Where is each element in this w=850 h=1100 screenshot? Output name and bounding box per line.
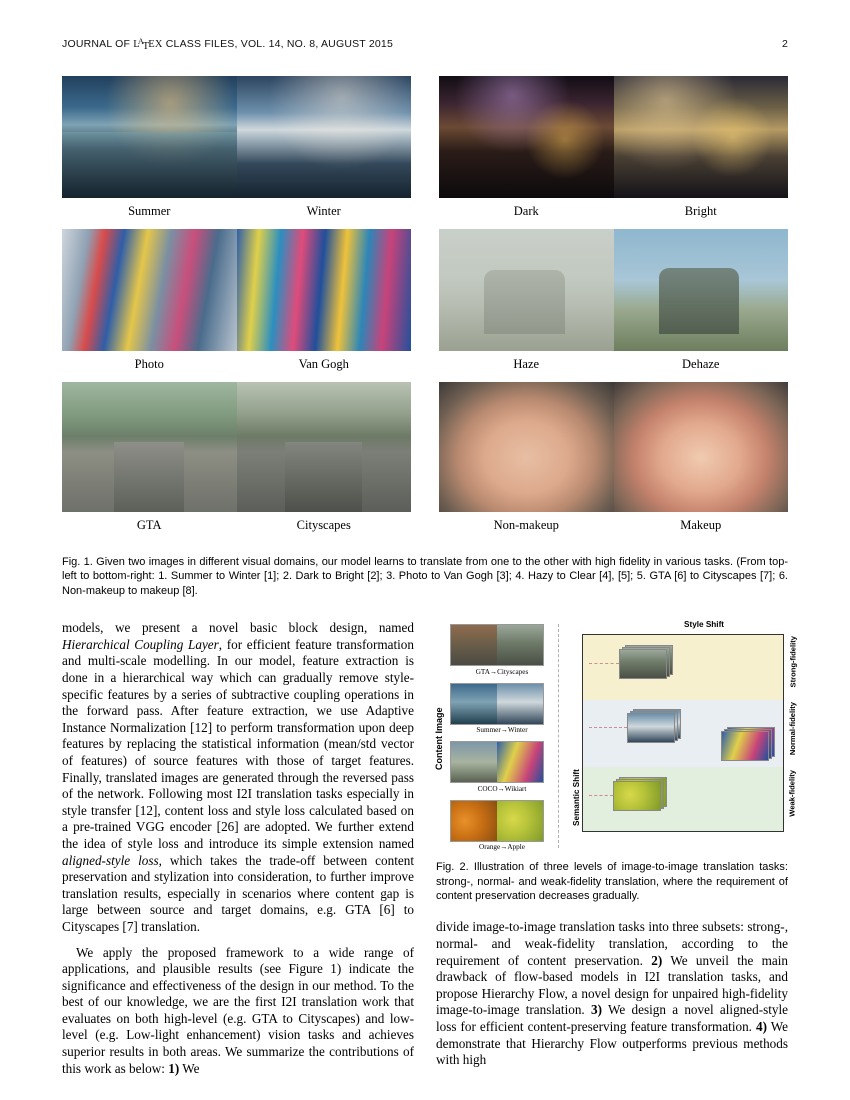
figure-2-diagram <box>434 620 797 852</box>
thumb-label-orange-apple: Orange→Apple <box>479 843 525 852</box>
zone-strong-fidelity <box>583 635 783 700</box>
image-pair-nonmakeup-makeup <box>439 382 788 543</box>
content-image-axis-label: Content Image <box>434 707 444 771</box>
image-non-makeup <box>439 382 614 512</box>
latex-l: L <box>133 39 140 50</box>
para-text-a: models, we present a novel basic block design, named <box>62 620 414 636</box>
para-text-e: We <box>179 1060 200 1076</box>
left-column <box>62 620 414 1077</box>
label-van-gogh: Van Gogh <box>298 357 349 371</box>
para-text-b: , for efficient feature transformation and multi-scale modelling. In our model, feature extraction is done in a hierarchical way which can gradually remove style-specific features by a series of subtractive coupling operations in the forward pass. After feature extraction, we use Adaptive Instance Normalization [12] to perform transformation upon deep features by replacing the statistical information (mean/std vector of features) of source features with those of target features. Finally, translated images are generated through the reversed pass of the network. Following most I2I translation tasks especially in style transfer [12], content loss and style loss calculated based on a pre-trained VGG encoder [26] are adopted. We further extend the idea of style loss and introduce its simple extension named <box>62 636 414 851</box>
thumb-orange <box>451 801 497 841</box>
thumb-label-coco-wikiart: COCO→Wikiart <box>477 784 527 793</box>
latex-ex: EX <box>148 39 163 50</box>
figure1-row-1 <box>62 76 788 229</box>
latex-logo <box>133 39 162 50</box>
label-dehaze: Dehaze <box>682 357 720 371</box>
image-pair-dark-bright <box>439 76 788 229</box>
figure1-row-3 <box>62 382 788 543</box>
figure-2-thumbnail-column <box>436 624 554 858</box>
label-haze: Haze <box>513 357 540 371</box>
label-non-makeup: Non-makeup <box>493 518 559 532</box>
thumb-wikiart <box>497 742 543 782</box>
connector-normal <box>589 727 627 728</box>
stack-wikiart <box>721 727 773 759</box>
connector-strong <box>589 663 619 664</box>
thumb-label-gta-cityscapes: GTA→Cityscapes <box>475 667 529 676</box>
latex-a: A <box>137 37 145 46</box>
figure-2-caption: Fig. 2. Illustration of three levels of image-to-image translation tasks: strong-, normal- and weak-fidelity translation, where the requirement of content preservation decreases gradually. <box>436 861 788 903</box>
para-italic-aligned-style-loss: aligned-style loss <box>62 852 159 868</box>
image-gta <box>62 382 237 512</box>
para-text-h: We design a novel aligned-style loss for efficient content-preserving feature transformation. <box>436 1002 789 1034</box>
right-column <box>434 620 797 1077</box>
image-haze <box>439 229 614 351</box>
divider-dashed <box>558 624 559 848</box>
label-makeup: Makeup <box>680 518 722 532</box>
thumb-apple <box>497 801 543 841</box>
label-dark: Dark <box>513 204 539 218</box>
para-italic-hierarchical-coupling-layer: Hierarchical Coupling Layer <box>62 636 219 652</box>
image-photo <box>62 229 237 351</box>
label-photo: Photo <box>134 357 164 371</box>
para-text-i: We demonstrate that Hierarchy Flow outperforms previous methods with high <box>436 1019 788 1068</box>
body-columns <box>62 620 797 1077</box>
contribution-marker-1: 1) <box>168 1060 180 1076</box>
paragraph-hierarchical <box>62 620 414 935</box>
label-weak-fidelity: Weak-fidelity <box>788 770 797 817</box>
image-winter <box>237 76 412 198</box>
stack-strong-fidelity <box>619 645 671 677</box>
image-cityscapes <box>237 382 412 512</box>
para-text-f: divide image-to-image translation tasks into three subsets: strong-, normal- and weak-fidelity translation, according to the requirement of content preservation. <box>436 919 788 968</box>
thumb-winter <box>497 684 543 724</box>
figure-2 <box>434 620 797 903</box>
image-dark <box>439 76 614 198</box>
thumb-cityscapes <box>497 625 543 665</box>
label-winter: Winter <box>306 204 341 218</box>
figure-1 <box>62 76 788 598</box>
label-cityscapes: Cityscapes <box>296 518 351 532</box>
thumb-summer <box>451 684 497 724</box>
image-pair-summer-winter <box>62 76 411 229</box>
image-pair-photo-vangogh <box>62 229 411 382</box>
figure-2-axes <box>582 634 784 832</box>
page-header <box>62 38 788 50</box>
image-bright <box>614 76 789 198</box>
contribution-marker-3: 3) <box>590 1002 602 1018</box>
journal-line <box>62 38 393 50</box>
label-summer: Summer <box>128 204 171 218</box>
contribution-marker-2: 2) <box>651 952 663 968</box>
thumb-gta <box>451 625 497 665</box>
thumbnail-orange-apple <box>450 800 554 852</box>
stack-normal-fidelity <box>627 709 679 741</box>
label-normal-fidelity: Normal-fidelity <box>788 702 797 756</box>
label-gta: GTA <box>136 518 162 532</box>
image-pair-haze-dehaze <box>439 229 788 382</box>
para-text-c: , which takes the trade-off between content preservation and stylization into consideration, to further improve translation results, especially in scenarios where content gap is large between source and target domains, e.g. GTA [6] to Cityscapes [7] translation. <box>62 852 414 934</box>
journal-pre: JOURNAL OF <box>62 38 134 50</box>
style-shift-label: Style Shift <box>684 620 725 630</box>
image-makeup <box>614 382 789 512</box>
label-bright: Bright <box>684 204 717 218</box>
journal-post: CLASS FILES, VOL. 14, NO. 8, AUGUST 2015 <box>162 38 394 50</box>
para-text-g: We unveil the main drawback of flow-based models in I2I translation tasks, and propose Hierarchy Flow, a novel design for unpaired high-fidelity image-to-image translation. <box>436 952 788 1018</box>
semantic-shift-label: Semantic Shift <box>572 769 581 827</box>
stack-weak-fidelity <box>613 777 665 809</box>
image-summer <box>62 76 237 198</box>
figure-2-plot <box>564 620 797 852</box>
page-number: 2 <box>781 38 788 50</box>
figure-1-caption: Fig. 1. Given two images in different visual domains, our model learns to translate from one to the other with high fidelity in various tasks. (From top-left to bottom-right: 1. Summer to Winter [1]; 2. Dark to Bright [2]; 3. Photo to Van Gogh [3]; 4. Hazy to Clear [4], [5]; 5. GTA [6] to Cityscapes [7]; 6. Non-makeup to makeup [8]. <box>62 556 788 597</box>
paragraph-contributions <box>62 945 414 1078</box>
image-pair-gta-cityscapes <box>62 382 411 543</box>
figure1-row-2 <box>62 229 788 382</box>
latex-t: T <box>142 41 150 52</box>
thumb-label-summer-winter: Summer→Winter <box>476 726 528 735</box>
image-van-gogh <box>237 229 412 351</box>
contribution-marker-4: 4) <box>755 1019 767 1034</box>
paragraph-subsets <box>436 919 788 1068</box>
thumb-coco <box>451 742 497 782</box>
image-dehaze <box>614 229 789 351</box>
para-text-d: We apply the proposed framework to a wide range of applications, and plausible results (see Figure 1) indicate the significance and effectiveness of the design in our method. To the best of our knowledge, we are the first I2I translation work that evaluates on both high-level (e.g. GTA to Cityscapes) and low-level (e.g. Low-light enhancement) vision tasks and achieves superior results in both areas. We summarize the contributions of this work as below: <box>62 944 414 1076</box>
label-strong-fidelity: Strong-fidelity <box>788 636 797 688</box>
connector-weak <box>589 795 613 796</box>
thumbnail-gta-cityscapes <box>450 624 554 676</box>
thumbnail-coco-wikiart <box>450 741 554 793</box>
thumbnail-summer-winter <box>450 683 554 735</box>
